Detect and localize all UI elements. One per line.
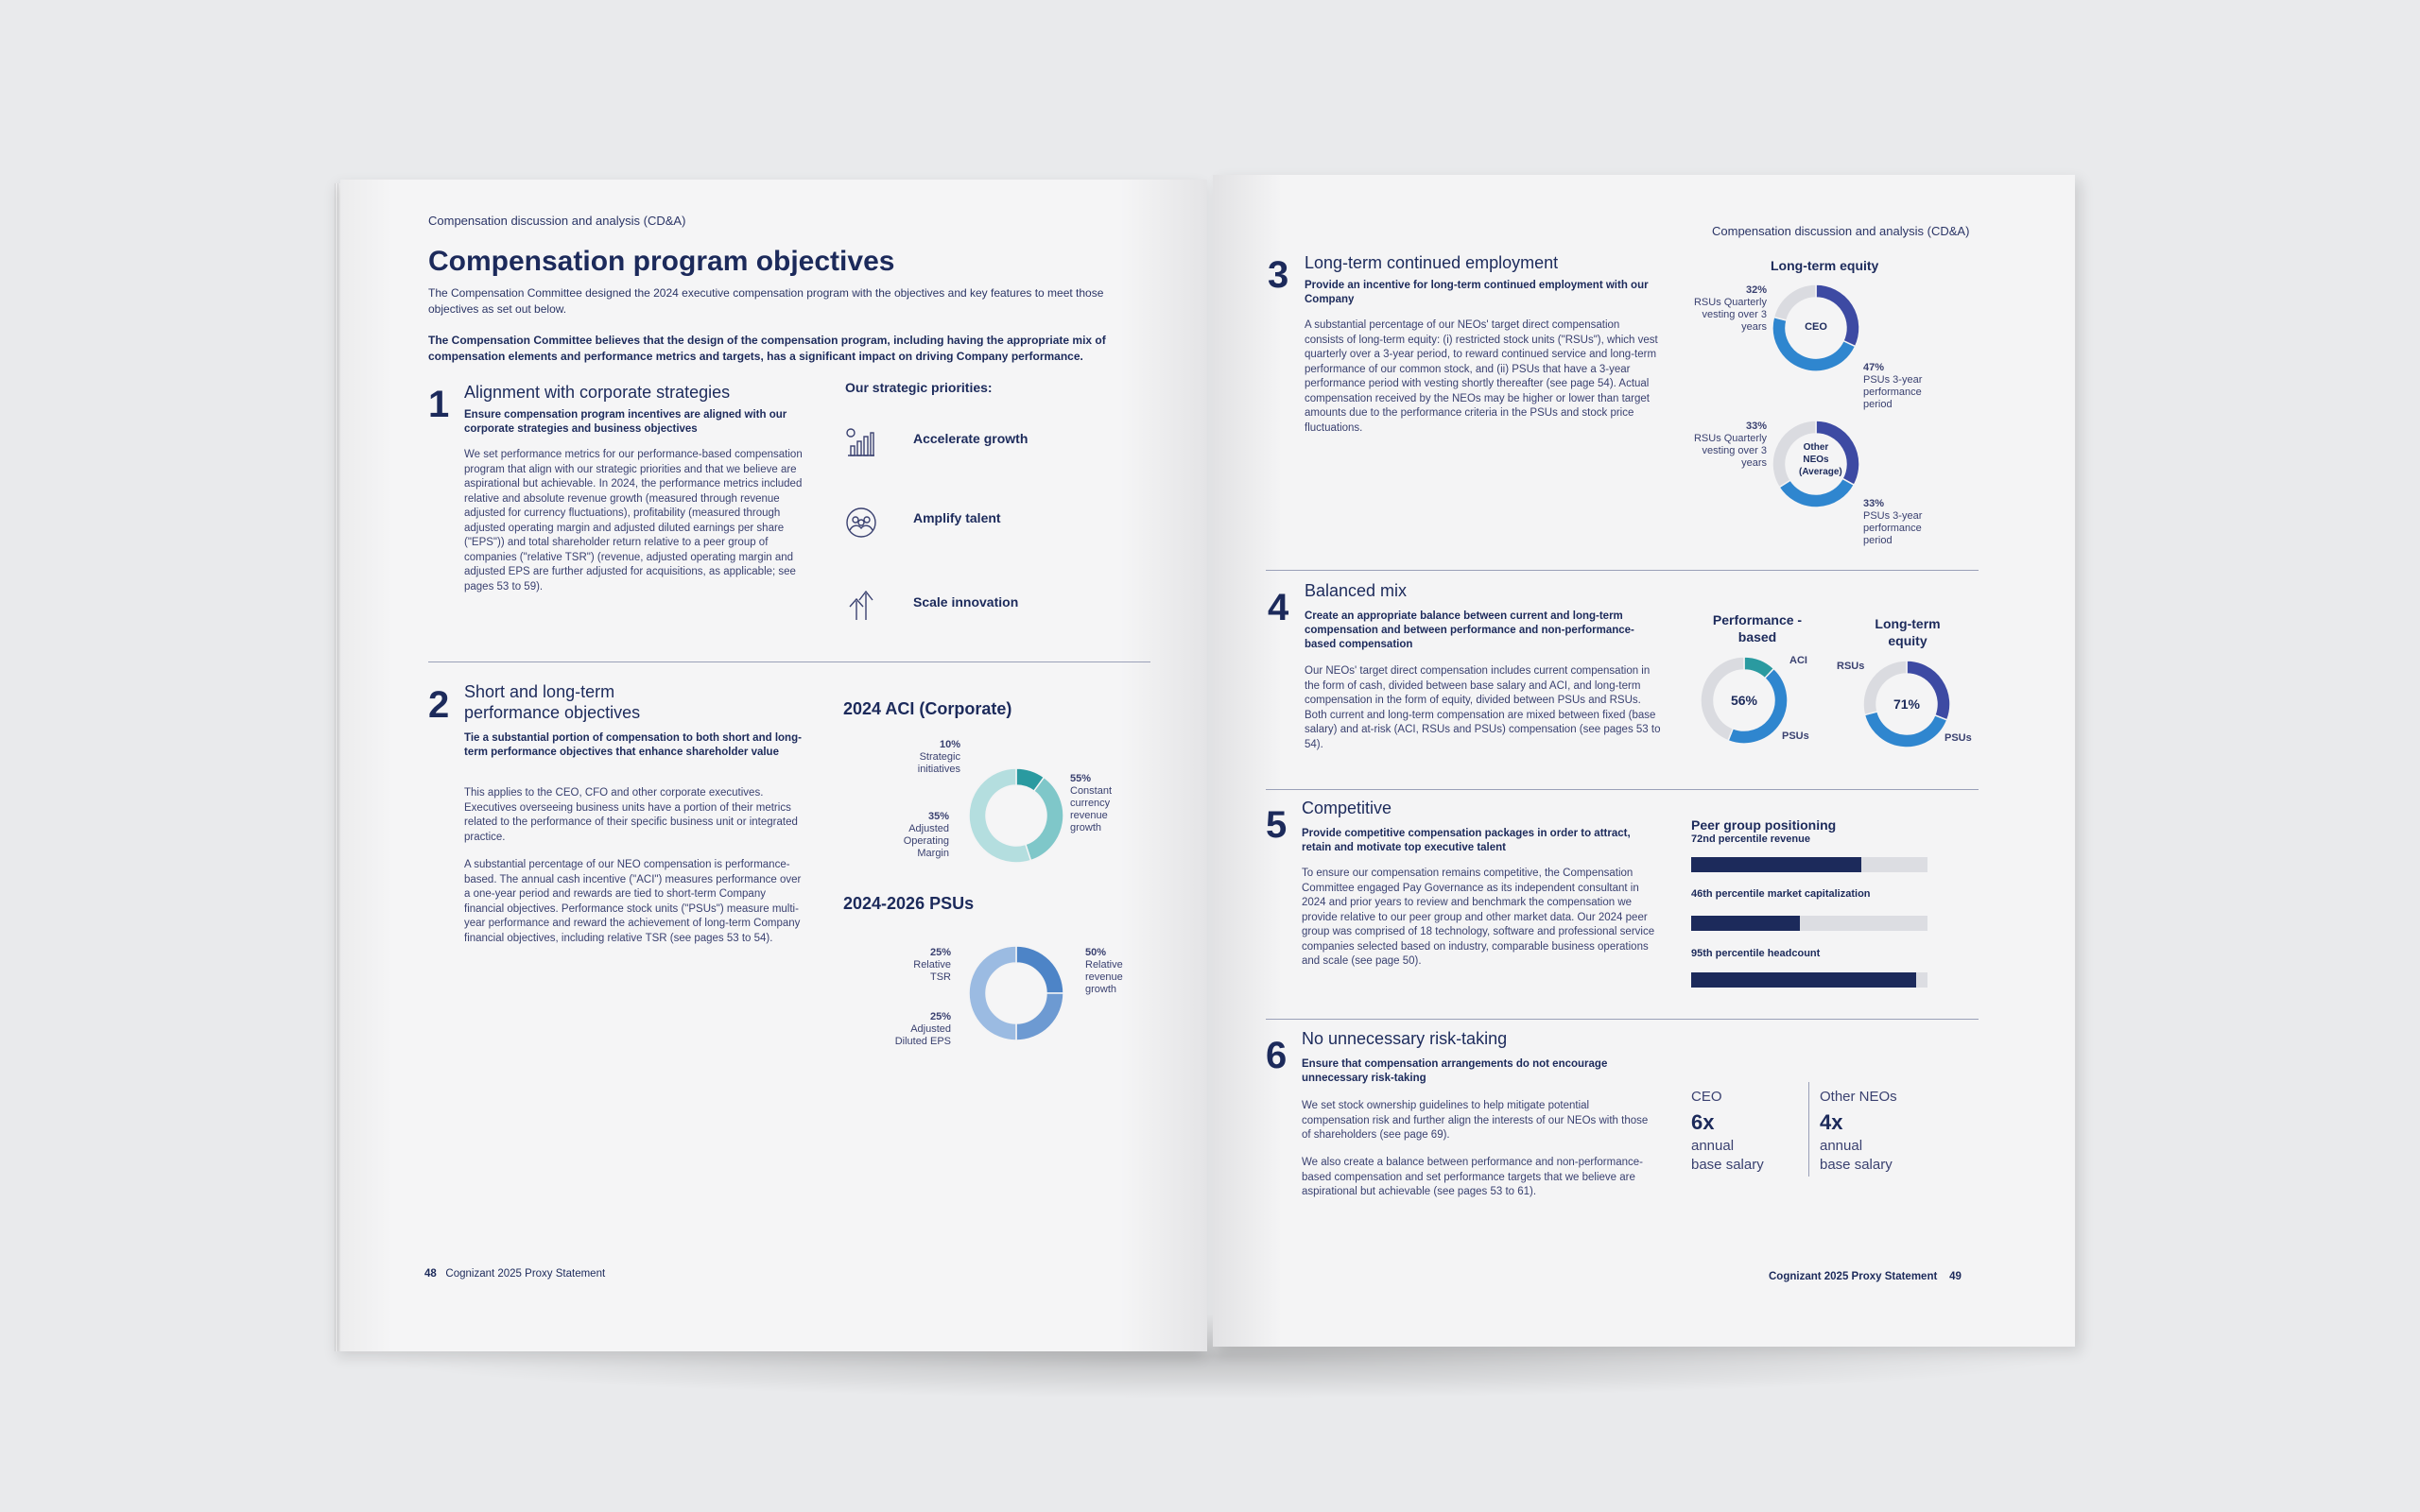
donut-slice-relative-tsr bbox=[1016, 946, 1063, 993]
ceo-desc-2: base salary bbox=[1691, 1157, 1764, 1173]
section-number-6: 6 bbox=[1266, 1035, 1288, 1076]
peer-bar-market-cap bbox=[1691, 916, 1927, 931]
aci-cat-margin: Adjusted Operating Margin bbox=[903, 823, 949, 859]
left-header: Compensation discussion and analysis (CD&A) bbox=[428, 214, 686, 228]
section-number-3: 3 bbox=[1268, 254, 1289, 296]
section-title-3: Long-term continued employment bbox=[1305, 253, 1559, 272]
section-number-4: 4 bbox=[1268, 587, 1289, 628]
donut-aci bbox=[964, 764, 1068, 868]
chart-title-long-term-equity: Long-term equity bbox=[1771, 258, 1879, 273]
donut-ceo-center: CEO bbox=[1805, 321, 1827, 333]
aci-pct-margin: 35% bbox=[927, 811, 949, 822]
section-title-5: Competitive bbox=[1302, 799, 1392, 817]
intro-text: The Compensation Committee designed the 2024 executive compensation program with the objectives and key features to meet those objectives as set out below. bbox=[428, 286, 1104, 316]
peer-title: Peer group positioning bbox=[1691, 817, 1837, 833]
donut-slice-other bbox=[1773, 284, 1816, 320]
lte-rsu-label: RSUs bbox=[1837, 661, 1865, 672]
section-sub-5: Provide competitive compensation packages in order to attract, retain and motivate top executive talent bbox=[1302, 828, 1631, 853]
neo-psu-label bbox=[1863, 498, 1948, 547]
chart-title-aci: 2024 ACI (Corporate) bbox=[843, 699, 1012, 718]
divider bbox=[1266, 1019, 1979, 1020]
footer-text-right: Cognizant 2025 Proxy Statement bbox=[1769, 1271, 1938, 1282]
psu-label-eps bbox=[889, 1011, 951, 1048]
aci-pct-revenue: 55% bbox=[1070, 773, 1092, 784]
ownership-divider bbox=[1808, 1082, 1809, 1177]
section-sub-6: Ensure that compensation arrangements do not encourage unnecessary risk-taking bbox=[1302, 1058, 1608, 1084]
ceo-rsu-cat: RSUs Quarterly vesting over 3 years bbox=[1693, 297, 1767, 333]
page-title: Compensation program objectives bbox=[428, 246, 895, 277]
donut-slice-relative-revenue-growth bbox=[969, 946, 1016, 1040]
people-icon bbox=[845, 507, 877, 539]
section-body-5: To ensure our compensation remains competitive, the Compensation Committee engaged Pay Governance as its independent consultant in 2024 and prior years to review and benchmark the compensation we provide relative to our peer group and other market data. Our 2024 peer group was comprised of 18 technology, software and professional service companies selected based on industry, comparable business operations and scale (see page 50). bbox=[1302, 868, 1655, 967]
donut-lte-center: 71% bbox=[1893, 696, 1921, 712]
peer-label-market-cap: 46th percentile market capitalization bbox=[1691, 888, 1871, 900]
chart-title-psu: 2024-2026 PSUs bbox=[843, 894, 975, 913]
psu-label-tsr bbox=[892, 947, 951, 984]
aci-cat-strategic: Strategic initiatives bbox=[917, 751, 960, 775]
section-title-2b: performance objectives bbox=[464, 703, 641, 722]
other-neos-desc-1: annual bbox=[1820, 1138, 1863, 1154]
aci-cat-revenue: Constant currency revenue growth bbox=[1070, 785, 1113, 833]
left-page bbox=[340, 180, 1207, 1351]
peer-fill-revenue bbox=[1691, 857, 1861, 872]
section-title-1: Alignment with corporate strategies bbox=[464, 383, 731, 402]
psu-pct-revenue: 50% bbox=[1085, 947, 1107, 958]
psu-cat-revenue: Relative revenue growth bbox=[1085, 959, 1123, 995]
psu-label-revenue bbox=[1085, 947, 1142, 996]
priorities-title: Our strategic priorities: bbox=[845, 380, 993, 395]
section-body-1: We set performance metrics for our performance-based compensation program that align with our strategic priorities and that we believe are aspirational but achievable. In 2024, the performance metrics included relative and absolute revenue growth (measured through revenue adjusted for currency fluctuations), profitability (measured through adjusted operating margin and adjusted diluted earnings per share ("EPS")) and total shareholder return relative to a peer group of companies ("relative TSR") (revenue, adjusted operating margin and adjusted EPS are further adjusted for acquisitions, as applicable; see pages 53 to 59). bbox=[464, 449, 803, 593]
section-body-6a: We set stock ownership guidelines to help mitigate potential compensation risk and further align the interests of our NEOs with those of shareholders (see page 69). bbox=[1302, 1100, 1649, 1141]
arrows-up-icon bbox=[845, 588, 877, 622]
donut-slice-rsus-quarterly-vesting-over-3-years bbox=[1816, 284, 1859, 347]
chart-title-performance: Performance -based bbox=[1712, 612, 1803, 644]
other-neos-value: 4x bbox=[1820, 1110, 1843, 1134]
other-neos-desc-2: base salary bbox=[1820, 1157, 1893, 1173]
divider bbox=[1266, 570, 1979, 571]
ceo-label: CEO bbox=[1691, 1089, 1722, 1105]
section-title-2a: Short and long-term bbox=[464, 682, 615, 701]
peer-bar-headcount bbox=[1691, 972, 1927, 988]
donut-slice-psus-3-year-performance-period bbox=[1779, 478, 1854, 507]
donut-psu bbox=[964, 941, 1068, 1045]
donut-slice-adjusted-diluted-eps bbox=[1016, 993, 1063, 1040]
right-header: Compensation discussion and analysis (CD&A) bbox=[1712, 224, 1970, 238]
neo-rsu-label bbox=[1691, 421, 1767, 470]
donut-neo-center: Other NEOs (Average) bbox=[1799, 442, 1842, 477]
ceo-psu-label bbox=[1863, 362, 1948, 411]
section-sub-4: Create an appropriate balance between current and long-term compensation and between performance and non-performance-based compensation bbox=[1305, 610, 1634, 650]
divider bbox=[1266, 789, 1979, 790]
aci-label-margin bbox=[887, 811, 949, 860]
psu-pct-tsr: 25% bbox=[929, 947, 951, 958]
neo-rsu-cat: RSUs Quarterly vesting over 3 years bbox=[1693, 433, 1767, 469]
intro-bold: The Compensation Committee believes that the design of the compensation program, including having the appropriate mix of compensation elements and performance metrics and targets, has a significant impact on driving Company performance. bbox=[428, 334, 1106, 363]
footer-left bbox=[424, 1268, 605, 1280]
section-body-4: Our NEOs' target direct compensation includes current compensation in the form of cash, divided between base salary and ACI, and long-term compensation in the form of equity, divided between PSUs and RSUs. Both current and long-term compensation are mixed between fixed (base salary) and at-risk (ACI, RSUs and PSUs) compensation (see pages 53 to 54). bbox=[1305, 665, 1661, 750]
section-sub-2: Tie a substantial portion of compensation to both short and long-term performance objectives that enhance shareholder value bbox=[464, 732, 802, 758]
peer-label-headcount: 95th percentile headcount bbox=[1691, 948, 1821, 959]
aci-pct-strategic: 10% bbox=[939, 739, 960, 750]
section-number-2: 2 bbox=[428, 684, 450, 726]
section-number-5: 5 bbox=[1266, 804, 1288, 846]
chart-title-long-term-equity-2: Long-term equity bbox=[1875, 616, 1941, 648]
donut-perf-center: 56% bbox=[1730, 693, 1758, 708]
lte-psu-label: PSUs bbox=[1945, 732, 1972, 744]
footer-right bbox=[1769, 1271, 1962, 1282]
peer-fill-headcount bbox=[1691, 972, 1916, 988]
other-neos-label: Other NEOs bbox=[1820, 1089, 1897, 1105]
section-sub-1: Ensure compensation program incentives are aligned with our corporate strategies and business objectives bbox=[464, 409, 787, 435]
section-body-2a: This applies to the CEO, CFO and other corporate executives. Executives overseeing business units have a portion of their metrics related to the performance of their specific business unit or integrated practice. bbox=[464, 787, 798, 843]
perf-psu-label: PSUs bbox=[1782, 730, 1809, 742]
peer-bar-revenue bbox=[1691, 857, 1927, 872]
section-title-6: No unnecessary risk-taking bbox=[1302, 1029, 1508, 1048]
aci-label-revenue bbox=[1070, 773, 1132, 834]
peer-label-revenue: 72nd percentile revenue bbox=[1691, 833, 1810, 845]
perf-aci-label: ACI bbox=[1789, 655, 1807, 666]
neo-psu-pct: 33% bbox=[1863, 498, 1885, 509]
neo-psu-cat: PSUs 3-year performance period bbox=[1863, 510, 1923, 546]
psu-cat-tsr: Relative TSR bbox=[913, 959, 951, 983]
section-body-3: A substantial percentage of our NEOs' target direct compensation consists of long-term equity: (i) restricted stock units ("RSUs"), which vest quarterly over a 3-year period, to reward continued service and long-term performance of our common stock, and (ii) PSUs that have a 3-year performance period with vesting shortly thereafter (see page 54). Actual compensation received by the NEOs may be higher or lower than target amounts due to the performance criteria in the PSUs and stock price fluctuations. bbox=[1305, 319, 1658, 434]
footer-page-number-left: 48 bbox=[424, 1268, 437, 1280]
priority-accelerate-growth: Accelerate growth bbox=[913, 431, 1028, 446]
section-number-1: 1 bbox=[428, 384, 450, 425]
section-title-4: Balanced mix bbox=[1305, 581, 1408, 600]
ceo-rsu-pct: 32% bbox=[1745, 284, 1767, 296]
ceo-value: 6x bbox=[1691, 1110, 1715, 1134]
peer-fill-market-cap bbox=[1691, 916, 1800, 931]
donut-slice-psus bbox=[1864, 712, 1946, 747]
ceo-psu-cat: PSUs 3-year performance period bbox=[1863, 374, 1923, 410]
right-page bbox=[1213, 175, 2075, 1347]
section-body-2b: A substantial percentage of our NEO compensation is performance-based. The annual cash incentive ("ACI") measures performance over a one-year period and rewards are tied to short-term Company financial objectives. Performance stock units ("PSUs") measure multi-year performance and reward the achievement of long-term Company financial objectives, including relative TSR (see pages 53 to 54). bbox=[464, 859, 802, 944]
psu-pct-eps: 25% bbox=[929, 1011, 951, 1022]
growth-chart-icon bbox=[845, 427, 875, 457]
priority-amplify-talent: Amplify talent bbox=[913, 510, 1001, 525]
section-sub-3: Provide an incentive for long-term continued employment with our Company bbox=[1305, 280, 1649, 305]
section-body-6b: We also create a balance between performance and non-performance-based compensation and set performance targets that we believe are aspirational but achievable (see pages 53 to 61). bbox=[1302, 1157, 1643, 1197]
priority-scale-innovation: Scale innovation bbox=[913, 594, 1019, 610]
psu-cat-eps: Adjusted Diluted EPS bbox=[894, 1023, 951, 1047]
ceo-desc-1: annual bbox=[1691, 1138, 1735, 1154]
ceo-psu-pct: 47% bbox=[1863, 362, 1885, 373]
aci-label-strategic bbox=[904, 739, 960, 776]
ceo-rsu-label bbox=[1691, 284, 1767, 334]
neo-rsu-pct: 33% bbox=[1745, 421, 1767, 432]
footer-page-number-right: 49 bbox=[1949, 1271, 1962, 1282]
footer-text-left: Cognizant 2025 Proxy Statement bbox=[445, 1268, 606, 1280]
